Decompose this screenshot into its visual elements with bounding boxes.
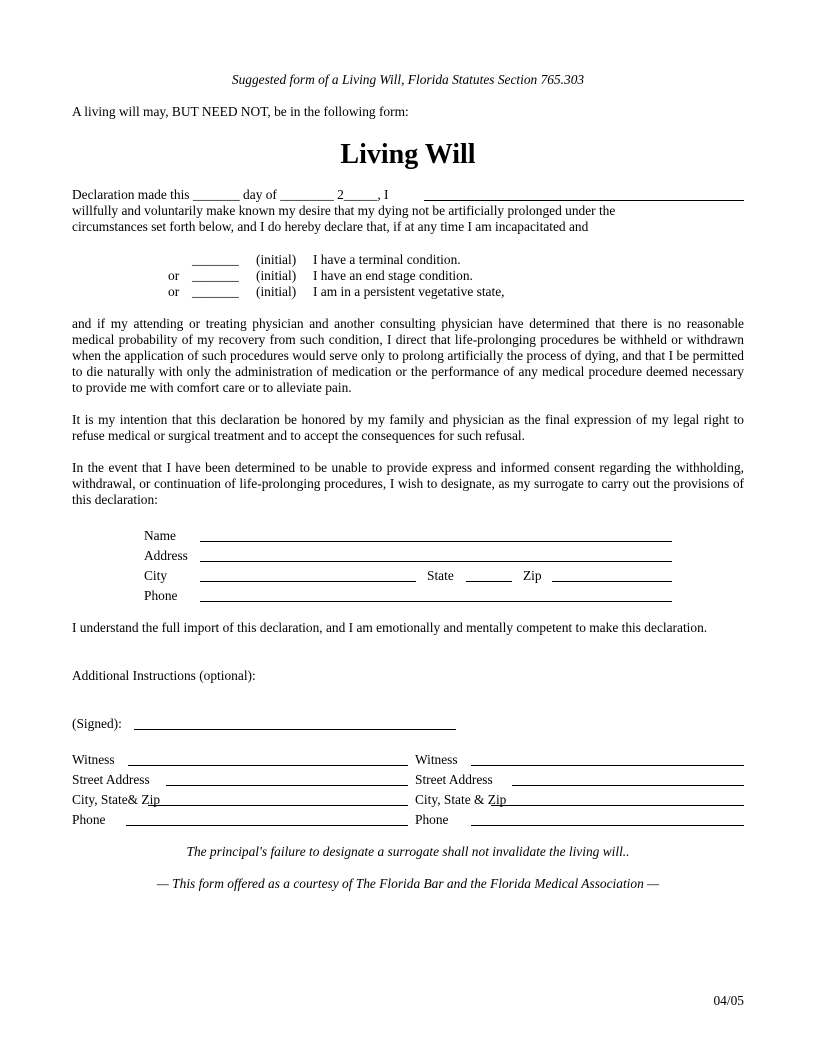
phone-label: Phone xyxy=(415,812,449,827)
declaration-line-3: circumstances set forth below, and I do hereby declare that, if at any time I am incapacitated and xyxy=(72,219,589,234)
surrogate-address-label: Address xyxy=(144,548,188,563)
surrogate-zip-label: Zip xyxy=(523,568,542,583)
condition-initial-label: (initial) xyxy=(256,268,297,283)
street-address-label: Street Address xyxy=(415,772,493,787)
phone-label: Phone xyxy=(72,812,106,827)
witness-1-name-field[interactable] xyxy=(128,765,408,766)
condition-initial-blank[interactable]: _______ xyxy=(192,268,239,283)
surrogate-phone-label: Phone xyxy=(144,588,178,603)
witness-2-street-field[interactable] xyxy=(512,785,744,786)
witness-2-phone-field[interactable] xyxy=(471,825,744,826)
signed-label: (Signed): xyxy=(72,716,122,731)
condition-initial-label: (initial) xyxy=(256,252,297,267)
additional-instructions-label: Additional Instructions (optional): xyxy=(72,668,256,683)
city-state-zip-label: City, State& Zip xyxy=(72,792,161,807)
understand-paragraph: I understand the full import of this declaration, and I am emotionally and mentally competent to make this declaration. xyxy=(72,620,708,635)
version-label: 04/05 xyxy=(713,993,744,1008)
courtesy-note: — This form offered as a courtesy of The Florida Bar and the Florida Medical Association — xyxy=(156,876,660,891)
footer-note: The principal's failure to designate a surrogate shall not invalidate the living will.. xyxy=(186,844,630,859)
witness-1-city-field[interactable] xyxy=(148,805,408,806)
declaration-line-2: willfully and voluntarily make known my desire that my dying not be artificially prolonged under the xyxy=(72,203,616,218)
intention-paragraph: It is my intention that this declaration be honored by my family and physician as the final expression of my legal right to refuse medical or surgical treatment and to accept the consequences for such refusal. xyxy=(72,412,744,443)
surrogate-zip-field[interactable] xyxy=(552,581,672,582)
surrogate-city-label: City xyxy=(144,568,168,583)
page-title: Living Will xyxy=(340,139,476,170)
condition-text: I have a terminal condition. xyxy=(313,252,461,267)
signature-field[interactable] xyxy=(134,729,456,730)
city-state-zip-label: City, State & Zip xyxy=(415,792,507,807)
surrogate-state-field[interactable] xyxy=(466,581,512,582)
physician-paragraph: and if my attending or treating physician and another consulting physician have determined that there is no reasonable medical probability of my recovery from such condition, I direct that life-prolonging procedures be withheld or withdrawn when the application of such procedures would serve only to prolong artificially the process of dying, and that I be permitted to die naturally with only the administration of medication or the performance of any medical procedure deemed necessary to provide me with comfort care or to alleviate pain. xyxy=(72,316,744,395)
surrogate-paragraph: In the event that I have been determined to be unable to provide express and informed consent regarding the withholding, withdrawal, or continuation of life-prolonging procedures, I wish to designate, as my surrogate to carry out the provisions of this declaration: xyxy=(72,460,744,507)
witness-1-phone-field[interactable] xyxy=(126,825,408,826)
declaration-block xyxy=(72,187,744,235)
condition-text: I have an end stage condition. xyxy=(313,268,473,283)
declaration-line-1: Declaration made this _______ day of ________ 2_____, I xyxy=(72,187,389,202)
surrogate-phone-field[interactable] xyxy=(200,601,672,602)
form-header: Suggested form of a Living Will, Florida Statutes Section 765.303 xyxy=(231,72,585,87)
condition-prefix: or xyxy=(168,268,180,283)
surrogate-state-label: State xyxy=(427,568,454,583)
witness-label: Witness xyxy=(72,752,115,767)
condition-prefix: or xyxy=(168,284,180,299)
surrogate-city-field[interactable] xyxy=(200,581,416,582)
surrogate-address-field[interactable] xyxy=(200,561,672,562)
declarant-name-field[interactable] xyxy=(424,200,744,201)
condition-initial-blank[interactable]: _______ xyxy=(192,252,239,267)
street-address-label: Street Address xyxy=(72,772,150,787)
witness-1-street-field[interactable] xyxy=(166,785,408,786)
condition-text: I am in a persistent vegetative state, xyxy=(313,284,505,299)
intro-text: A living will may, BUT NEED NOT, be in the following form: xyxy=(72,104,409,119)
witness-2-name-field[interactable] xyxy=(471,765,744,766)
witness-2-city-field[interactable] xyxy=(491,805,744,806)
condition-initial-label: (initial) xyxy=(256,284,297,299)
surrogate-name-label: Name xyxy=(144,528,176,543)
witness-label: Witness xyxy=(415,752,458,767)
condition-initial-blank[interactable]: _______ xyxy=(192,284,239,299)
surrogate-name-field[interactable] xyxy=(200,541,672,542)
